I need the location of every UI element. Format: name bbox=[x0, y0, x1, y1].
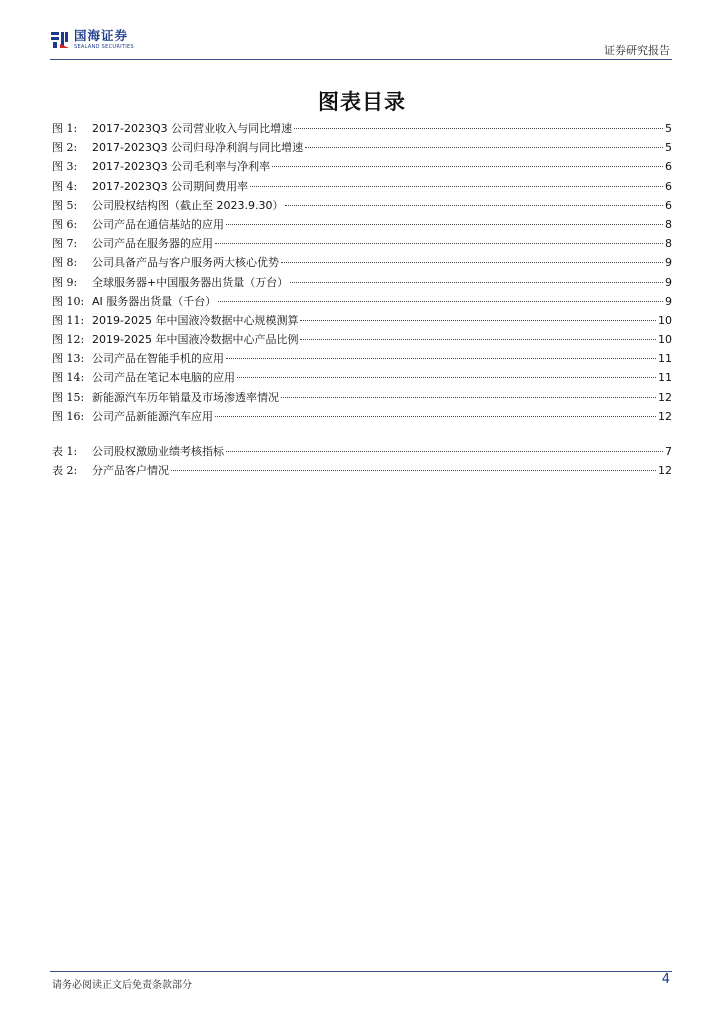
figure-toc-entry[interactable] bbox=[52, 235, 672, 254]
toc-entry-label: 图 1: bbox=[52, 122, 78, 135]
toc-dot-leader bbox=[226, 358, 656, 359]
toc-entry-title[interactable]: 公司股权结构图（截止至 2023.9.30） bbox=[92, 198, 284, 212]
toc-entry-label: 图 11: bbox=[52, 313, 85, 327]
toc-dot-leader bbox=[237, 377, 656, 378]
toc-entry-title[interactable]: 公司产品在智能手机的应用 bbox=[92, 352, 224, 366]
toc-dot-leader bbox=[272, 166, 663, 167]
toc-dot-leader bbox=[300, 339, 656, 340]
toc-entry-title[interactable]: 2017-2023Q3 公司归母净利润与同比增速 bbox=[92, 141, 304, 155]
figure-toc-entry[interactable] bbox=[52, 312, 672, 331]
toc-entry-page[interactable]: 8 bbox=[665, 217, 672, 231]
toc-entry-page[interactable]: 12 bbox=[658, 409, 672, 423]
toc-entry-page[interactable]: 12 bbox=[658, 390, 672, 404]
toc-entry-title[interactable]: 公司产品在服务器的应用 bbox=[92, 237, 213, 251]
toc-entry-page[interactable]: 8 bbox=[665, 237, 672, 251]
toc-entry-page[interactable]: 11 bbox=[658, 352, 672, 366]
toc-dot-leader bbox=[215, 243, 663, 244]
toc-dot-leader bbox=[226, 451, 663, 452]
toc-entry-title[interactable]: 分产品客户情况 bbox=[92, 464, 169, 478]
disclaimer-text: 请务必阅读正文后免责条款部分 bbox=[52, 980, 192, 991]
toc-entry-page[interactable]: 7 bbox=[665, 445, 672, 458]
figure-toc-entry[interactable] bbox=[52, 139, 672, 158]
header-divider bbox=[50, 59, 672, 60]
sealand-logo bbox=[50, 30, 134, 52]
page-number: 4 bbox=[661, 972, 670, 987]
figure-toc-entry[interactable] bbox=[52, 369, 672, 388]
toc-entry-title[interactable]: 2017-2023Q3 公司营业收入与同比增速 bbox=[92, 122, 293, 135]
figure-toc-entry[interactable] bbox=[52, 408, 672, 427]
toc-entry-page[interactable]: 9 bbox=[665, 275, 672, 289]
toc-dot-leader bbox=[171, 470, 656, 471]
figure-toc-entry[interactable] bbox=[52, 158, 672, 177]
figure-list bbox=[52, 120, 672, 427]
toc-entry-title[interactable]: 2017-2023Q3 公司毛利率与净利率 bbox=[92, 160, 271, 174]
sealand-logo-icon bbox=[50, 30, 70, 50]
figure-toc-entry[interactable] bbox=[52, 178, 672, 197]
toc-entry-label: 图 10: bbox=[52, 294, 85, 308]
toc-entry-page[interactable]: 6 bbox=[665, 160, 672, 174]
toc-entry-title[interactable]: 公司具备产品与客户服务两大核心优势 bbox=[92, 256, 279, 270]
page-header bbox=[50, 28, 672, 60]
toc-entry-page[interactable]: 10 bbox=[658, 313, 672, 327]
report-type-label: 证券研究报告 bbox=[604, 44, 670, 57]
toc-dot-leader bbox=[281, 397, 656, 398]
toc-dot-leader bbox=[294, 128, 663, 129]
toc-entry-title[interactable]: 公司产品在笔记本电脑的应用 bbox=[92, 371, 235, 385]
toc-entry-page[interactable]: 6 bbox=[665, 198, 672, 212]
toc-entry-label: 图 13: bbox=[52, 352, 85, 366]
toc-entry-title[interactable]: 公司产品新能源汽车应用 bbox=[92, 409, 213, 423]
toc-entry-page[interactable]: 6 bbox=[665, 179, 672, 193]
figure-toc-entry[interactable] bbox=[52, 254, 672, 273]
toc-entry-title[interactable]: AI 服务器出货量（千台） bbox=[92, 294, 217, 308]
toc-entry-label: 图 5: bbox=[52, 198, 78, 212]
toc-entry-page[interactable]: 12 bbox=[658, 464, 672, 478]
toc-entry-label: 图 9: bbox=[52, 275, 78, 289]
toc-entry-label: 表 1: bbox=[52, 445, 78, 458]
toc-dot-leader bbox=[215, 416, 656, 417]
figure-toc-entry[interactable] bbox=[52, 216, 672, 235]
toc-entry-title[interactable]: 新能源汽车历年销量及市场渗透率情况 bbox=[92, 390, 279, 404]
toc-entry-label: 图 4: bbox=[52, 179, 78, 193]
toc-dot-leader bbox=[281, 262, 663, 263]
toc-entry-label: 图 15: bbox=[52, 390, 85, 404]
toc-entry-title[interactable]: 2019-2025 年中国液冷数据中心产品比例 bbox=[92, 333, 299, 347]
toc-entry-label: 图 14: bbox=[52, 371, 85, 385]
toc-entry-title[interactable]: 公司股权激励业绩考核指标 bbox=[92, 445, 224, 458]
toc-entry-title[interactable]: 全球服务器+中国服务器出货量（万台） bbox=[92, 275, 289, 289]
toc-dot-leader bbox=[305, 147, 663, 148]
toc-entry-title[interactable]: 2019-2025 年中国液冷数据中心规模测算 bbox=[92, 313, 299, 327]
toc-entry-label: 表 2: bbox=[52, 464, 78, 478]
toc-entry-page[interactable]: 5 bbox=[665, 141, 672, 155]
toc-entry-page[interactable]: 5 bbox=[665, 122, 672, 135]
footer-divider bbox=[50, 971, 672, 972]
table-toc-entry[interactable] bbox=[52, 462, 672, 481]
toc-dot-leader bbox=[218, 301, 663, 302]
toc-entry-label: 图 3: bbox=[52, 160, 78, 174]
toc-entry-page[interactable]: 9 bbox=[665, 294, 672, 308]
toc-dot-leader bbox=[226, 224, 663, 225]
logo-english-name: SEALAND SECURITIES bbox=[74, 43, 134, 50]
toc-entry-label: 图 16: bbox=[52, 409, 85, 423]
toc-dot-leader bbox=[290, 282, 663, 283]
toc-entry-label: 图 2: bbox=[52, 141, 78, 155]
figure-toc-entry[interactable] bbox=[52, 293, 672, 312]
figure-toc-entry[interactable] bbox=[52, 274, 672, 293]
figure-toc-entry[interactable] bbox=[52, 350, 672, 369]
toc-entry-label: 图 8: bbox=[52, 256, 78, 270]
figure-toc-entry[interactable] bbox=[52, 331, 672, 350]
toc-entry-title[interactable]: 公司产品在通信基站的应用 bbox=[92, 217, 224, 231]
toc-entry-page[interactable]: 10 bbox=[658, 333, 672, 347]
toc-entry-label: 图 6: bbox=[52, 217, 78, 231]
page-title: 图表目录 bbox=[318, 89, 406, 114]
figure-toc-entry[interactable] bbox=[52, 197, 672, 216]
toc-entry-label: 图 12: bbox=[52, 333, 85, 347]
toc-entry-label: 图 7: bbox=[52, 237, 78, 251]
toc-entry-page[interactable]: 9 bbox=[665, 256, 672, 270]
figure-toc-entry[interactable] bbox=[52, 389, 672, 408]
table-toc-entry[interactable] bbox=[52, 443, 672, 462]
toc-dot-leader bbox=[250, 186, 663, 187]
figure-toc-entry[interactable] bbox=[52, 120, 672, 139]
table-list bbox=[52, 443, 672, 481]
toc-dot-leader bbox=[300, 320, 656, 321]
toc-dot-leader bbox=[285, 205, 663, 206]
toc-entry-page[interactable]: 11 bbox=[658, 371, 672, 385]
logo-chinese-name: 国海证券 bbox=[74, 28, 129, 43]
toc-entry-title[interactable]: 2017-2023Q3 公司期间费用率 bbox=[92, 179, 249, 193]
